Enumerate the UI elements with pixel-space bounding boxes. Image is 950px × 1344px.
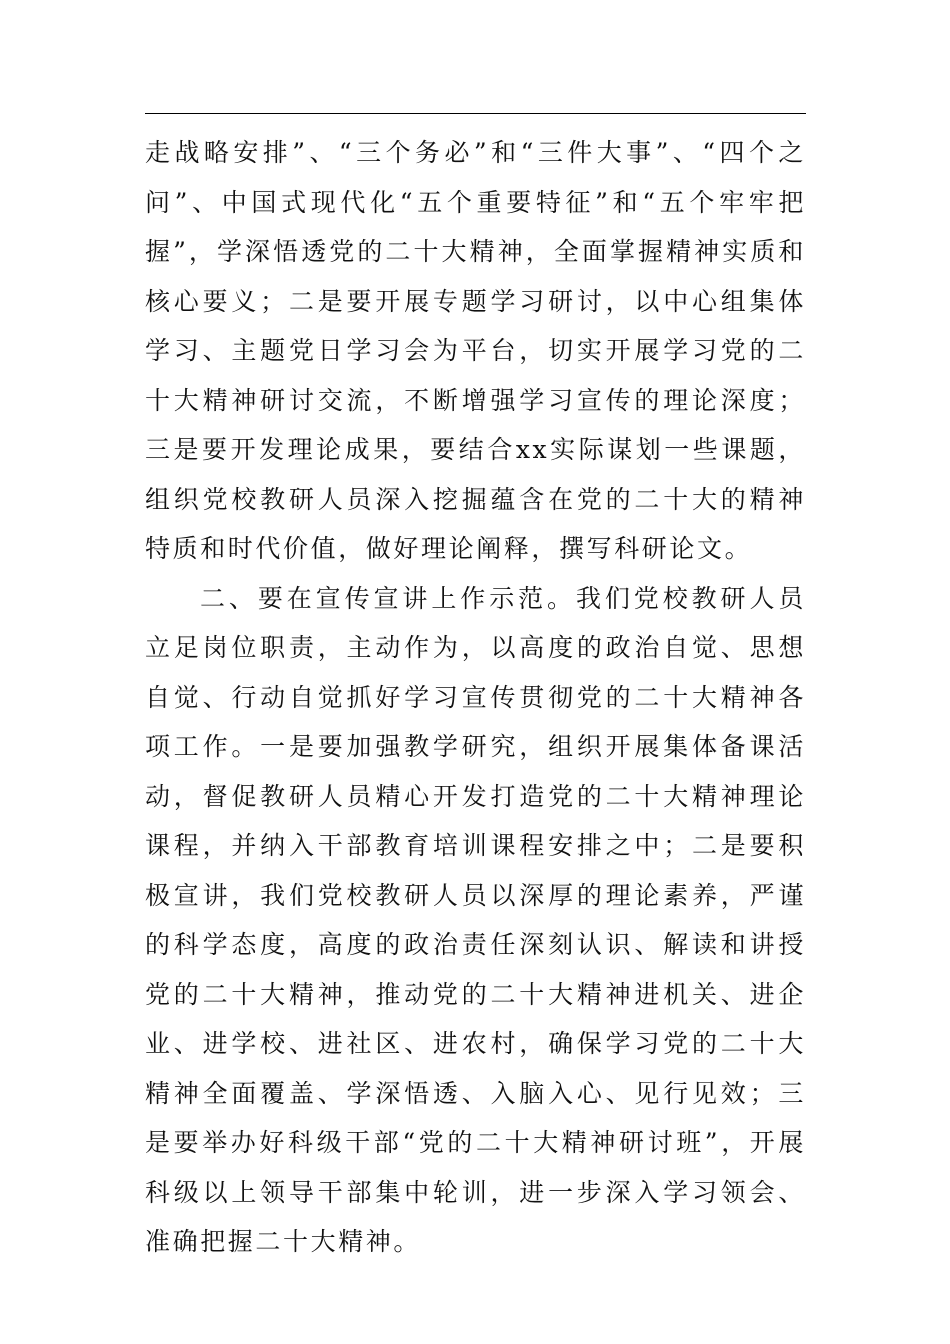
paragraph-continuation: 走战略安排”、“三个务必”和“三件大事”、“四个之问”、中国式现代化“五个重要特征”和“五个牢牢把握”，学深悟透党的二十大精神，全面掌握精神实质和核心要义；二是要开展专题学习研讨，以中心组集体学习、主题党日学习会为平台，切实开展学习党的二十大精神研讨交流，不断增强学习宣传的理论深度；三是要开发理论成果，要结合xx实际谋划一些课题，组织党校教研人员深入挖掘蕴含在党的二十大的精神特质和时代价值，做好理论阐释，撰写科研论文。 (145, 138, 806, 563)
header-rule (145, 113, 806, 114)
paragraph-section-two: 二、要在宣传宣讲上作示范。我们党校教研人员立足岗位职责，主动作为，以高度的政治自觉、思想自觉、行动自觉抓好学习宣传贯彻党的二十大精神各项工作。一是要加强教学研究，组织开展集体备课活动，督促教研人员精心开发打造党的二十大精神理论课程，并纳入干部教育培训课程安排之中；二是要积极宣讲，我们党校教研人员以深厚的理论素养，严谨的科学态度，高度的政治责任深刻认识、解读和讲授党的二十大精神，推动党的二十大精神进机关、进企业、进学校、进社区、进农村，确保学习党的二十大精神全面覆盖、学深悟透、入脑入心、见行见效；三是要举办好科级干部“党的二十大精神研讨班”，开展科级以上领导干部集中轮训，进一步深入学习领会、准确把握二十大精神。 (145, 583, 806, 1256)
document-body (145, 128, 806, 1267)
